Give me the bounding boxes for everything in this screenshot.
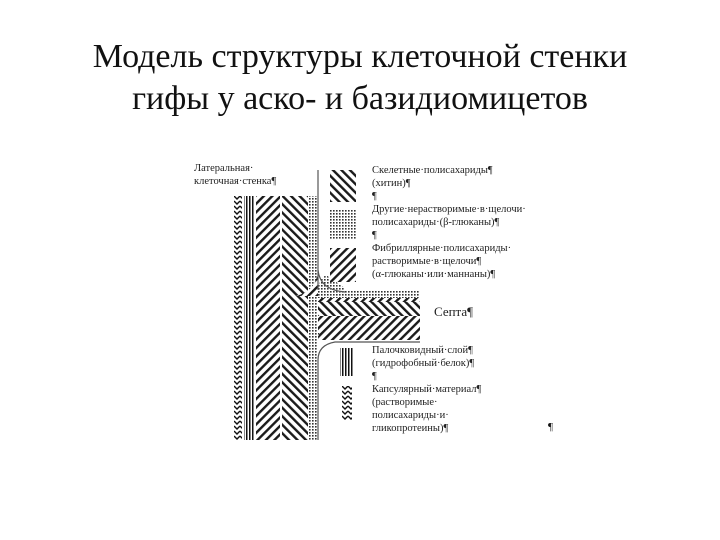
- skeletal-layer: [282, 196, 308, 440]
- legend-item: (растворимые·: [372, 397, 438, 408]
- legend-item: (α-глюканы·или·маннаны)¶: [372, 269, 496, 280]
- swatch-skeletal: [330, 170, 356, 202]
- rodlet-layer: [244, 196, 254, 440]
- legend-item: гликопротеины)¶: [372, 423, 449, 434]
- legend-bottom: [372, 344, 481, 435]
- swatch-fibrillar: [330, 248, 356, 282]
- fibrillar-layer: [256, 196, 280, 440]
- legend-item: ¶: [372, 230, 377, 241]
- swatch-beta-glucan: [330, 210, 356, 240]
- title-line-1: Модель структуры клеточной стенки: [92, 38, 628, 75]
- legend-item: ¶: [372, 191, 377, 202]
- lateral-wall-label: Латеральная· клеточная·стенка¶: [194, 163, 277, 187]
- legend-top: [372, 164, 526, 281]
- end-mark: ¶: [548, 421, 553, 433]
- title-line-2: гифы у аско- и базидиомицетов: [132, 80, 588, 117]
- legend-item: растворимые·в·щелочи¶: [372, 256, 482, 267]
- legend-item: Другие·нерастворимые·в·щелочи·: [372, 204, 526, 215]
- legend-item: Скелетные·полисахариды¶: [372, 165, 493, 176]
- lateral-wall: [234, 196, 318, 440]
- legend-item: (хитин)¶: [372, 178, 411, 189]
- legend-item: полисахариды·(β-глюканы)¶: [372, 217, 500, 228]
- septum-label: Септа¶: [434, 304, 474, 319]
- legend-item: (гидрофобный·белок)¶: [372, 358, 475, 369]
- legend-item: Капсулярный·материал¶: [372, 384, 482, 395]
- beta-glucan-layer: [308, 196, 318, 440]
- capsular-layer: [234, 196, 242, 440]
- legend-item: полисахариды·и·: [372, 410, 449, 421]
- legend-item: Фибриллярные·полисахариды·: [372, 243, 512, 254]
- swatch-rodlet: [340, 348, 354, 376]
- legend-item: ¶: [372, 371, 377, 382]
- swatch-capsular: [342, 386, 352, 420]
- legend-item: Палочковидный·слой¶: [372, 345, 473, 356]
